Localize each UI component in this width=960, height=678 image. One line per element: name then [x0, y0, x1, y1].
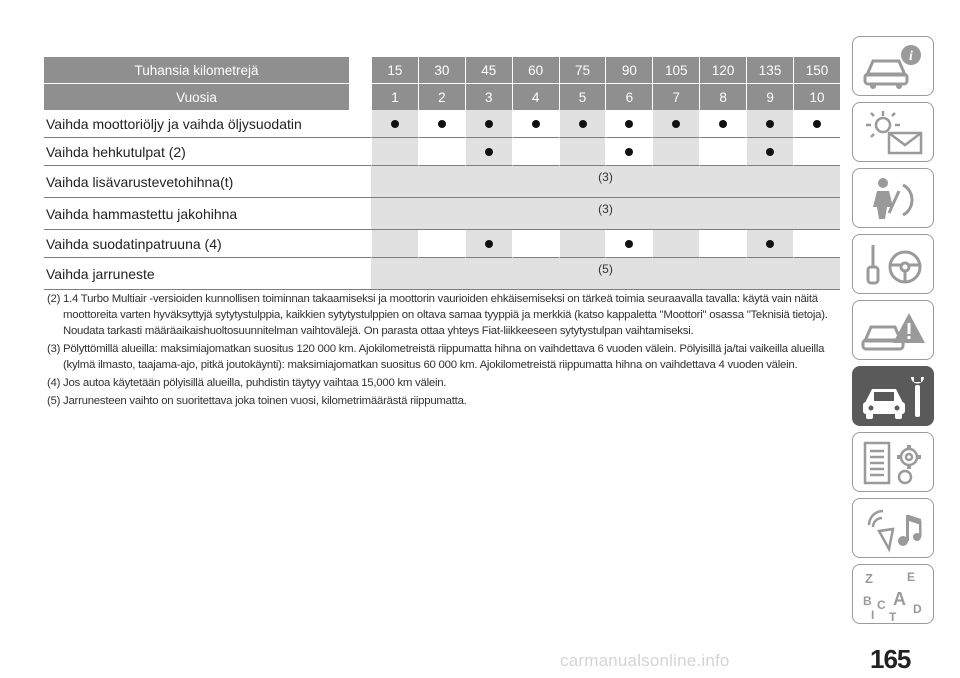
schedule-cell	[559, 110, 606, 138]
tab-multimedia[interactable]	[852, 498, 934, 558]
km-value: 120	[699, 57, 746, 84]
km-value: 30	[418, 57, 465, 84]
tab-index[interactable]	[852, 564, 934, 624]
year-value: 9	[746, 84, 793, 110]
year-value: 3	[465, 84, 512, 110]
schedule-table	[44, 57, 840, 290]
year-value: 10	[793, 84, 840, 110]
schedule-cell	[699, 138, 746, 166]
schedule-cell	[746, 110, 793, 138]
schedule-cell	[371, 110, 418, 138]
footnote-reference: (5)	[371, 258, 840, 290]
footnotes	[47, 291, 847, 411]
service-label: Vaihda hammastettu jakohihna	[44, 198, 349, 230]
starting-driving-icon	[853, 235, 935, 295]
schedule-cell	[699, 230, 746, 258]
schedule-cell	[793, 138, 840, 166]
maintenance-schedule	[44, 57, 840, 290]
tab-emergency[interactable]	[852, 300, 934, 360]
service-label: Vaihda hehkutulpat (2)	[44, 138, 349, 166]
km-value: 105	[652, 57, 699, 84]
page-number: 165	[870, 644, 911, 674]
safety-airbag-icon	[853, 169, 935, 229]
schedule-cell	[465, 138, 512, 166]
km-value: 45	[465, 57, 512, 84]
years-header-label: Vuosia	[44, 84, 349, 110]
svg-text:B: B	[863, 594, 872, 608]
schedule-cell	[746, 138, 793, 166]
schedule-cell	[699, 110, 746, 138]
service-dot	[625, 148, 633, 156]
footnote-number: (4)	[47, 377, 61, 389]
footnote	[47, 341, 847, 373]
schedule-cell	[605, 138, 652, 166]
schedule-cell	[512, 110, 559, 138]
schedule-cell	[559, 230, 606, 258]
service-dot	[485, 120, 493, 128]
svg-text:E: E	[907, 570, 916, 584]
technical-data-icon	[853, 433, 935, 493]
year-value: 7	[652, 84, 699, 110]
service-dot	[579, 120, 587, 128]
svg-text:Z: Z	[865, 571, 873, 586]
schedule-cell	[652, 138, 699, 166]
svg-text:i: i	[909, 49, 913, 64]
footnote	[47, 393, 847, 409]
car-info-icon	[853, 37, 935, 97]
service-dot	[766, 148, 774, 156]
service-dot	[391, 120, 399, 128]
service-dot	[625, 120, 633, 128]
service-dot	[813, 120, 821, 128]
service-dot	[766, 120, 774, 128]
schedule-cell	[371, 230, 418, 258]
footnote-text: 1.4 Turbo Multiair -versioiden kunnollisen toiminnan takaamiseksi ja moottorin vaurioiden ehkäisemiseksi on tärkeä toimia seuraavalla tavalla: käytä vain näitä moottoreita varten hyväksyttyjä sytytystulppia, kaikkien sytytystulppien on oltava samaa tyyppiä ja merkkiä (katso kappaletta "Moottori" osassa "Teknisiä tietoja). Noudata tarkasti määräaikaishuoltosuunnitelman vaihtovälejä. On parasta ottaa yhteys Fiat-liikkeeseen sytytystulpan vaihtamiseksi.	[63, 293, 828, 337]
service-dot	[485, 240, 493, 248]
service-label: Vaihda suodatinpatruuna (4)	[44, 230, 349, 258]
year-value: 8	[699, 84, 746, 110]
tab-technical-data[interactable]	[852, 432, 934, 492]
schedule-row	[44, 166, 840, 198]
km-value: 75	[559, 57, 606, 84]
tab-car-info[interactable]	[852, 36, 934, 96]
service-label: Vaihda lisävarustevetohihna(t)	[44, 166, 349, 198]
footnote-text: Jarrunesteen vaihto on suoritettava joka toinen vuosi, kilometrimäärästä riippumatta.	[63, 395, 467, 407]
schedule-cell	[605, 230, 652, 258]
schedule-cell	[465, 230, 512, 258]
footnote	[47, 375, 847, 391]
schedule-cell	[512, 230, 559, 258]
footnote-number: (2)	[47, 293, 61, 305]
footnote-text: Pölyttömillä alueilla: maksimiajomatkan suositus 120 000 km. Ajokilometreistä riippumatta hihna on vaihdettava 6 vuoden välein. Pölyisillä ja/tai vaikeilla alueilla (kylmä ilmasto, taajama-ajo, pitkä joutokäynti): maksimiajomatkan suositus 60 000 km. Ajokilometreistä riippumatta hihna on vaihdettava 4 vuoden välein.	[63, 343, 825, 371]
tab-maintenance[interactable]	[852, 366, 934, 426]
tab-warning-lights[interactable]	[852, 102, 934, 162]
footnote-number: (5)	[47, 395, 61, 407]
schedule-row	[44, 230, 840, 258]
emergency-icon	[853, 301, 935, 361]
service-dot	[532, 120, 540, 128]
km-header-row	[44, 57, 840, 84]
schedule-cell	[418, 230, 465, 258]
km-header-label: Tuhansia kilometrejä	[44, 57, 349, 84]
schedule-cell	[793, 110, 840, 138]
km-value: 90	[605, 57, 652, 84]
schedule-cell	[746, 230, 793, 258]
year-value: 2	[418, 84, 465, 110]
km-value: 150	[793, 57, 840, 84]
index-icon	[853, 565, 935, 625]
schedule-cell	[418, 138, 465, 166]
multimedia-icon	[853, 499, 935, 559]
service-label: Vaihda moottoriöljy ja vaihda öljysuodatin	[44, 110, 349, 138]
year-value: 4	[512, 84, 559, 110]
year-value: 1	[371, 84, 418, 110]
schedule-cell	[652, 110, 699, 138]
svg-text:A: A	[893, 589, 906, 609]
km-value: 135	[746, 57, 793, 84]
footnote-number: (3)	[47, 343, 61, 355]
svg-text:I: I	[871, 608, 875, 622]
tab-starting-driving[interactable]	[852, 234, 934, 294]
schedule-row	[44, 110, 840, 138]
footnote-reference: (3)	[371, 166, 840, 198]
svg-text:C: C	[877, 598, 886, 612]
schedule-cell	[418, 110, 465, 138]
footnote-text: Jos autoa käytetään pölyisillä alueilla, puhdistin täytyy vaihtaa 15,000 km välein.	[63, 377, 447, 389]
schedule-cell	[512, 138, 559, 166]
service-dot	[625, 240, 633, 248]
svg-text:T: T	[889, 610, 897, 624]
years-header-row	[44, 84, 840, 110]
schedule-cell	[793, 230, 840, 258]
service-dot	[766, 240, 774, 248]
schedule-row	[44, 258, 840, 290]
year-value: 6	[605, 84, 652, 110]
schedule-cell	[652, 230, 699, 258]
km-value: 15	[371, 57, 418, 84]
schedule-cell	[371, 138, 418, 166]
year-value: 5	[559, 84, 606, 110]
footnote-reference: (3)	[371, 198, 840, 230]
schedule-cell	[605, 110, 652, 138]
service-dot	[719, 120, 727, 128]
service-dot	[485, 148, 493, 156]
service-dot	[438, 120, 446, 128]
svg-text:D: D	[913, 602, 922, 616]
maintenance-icon	[853, 367, 935, 427]
schedule-cell	[559, 138, 606, 166]
warning-lights-icon	[853, 103, 935, 163]
schedule-row	[44, 138, 840, 166]
km-value: 60	[512, 57, 559, 84]
service-label: Vaihda jarruneste	[44, 258, 349, 290]
schedule-cell	[465, 110, 512, 138]
service-dot	[672, 120, 680, 128]
tab-safety[interactable]	[852, 168, 934, 228]
footnote	[47, 291, 847, 339]
watermark: carmanualsonline.info	[560, 651, 730, 670]
schedule-row	[44, 198, 840, 230]
